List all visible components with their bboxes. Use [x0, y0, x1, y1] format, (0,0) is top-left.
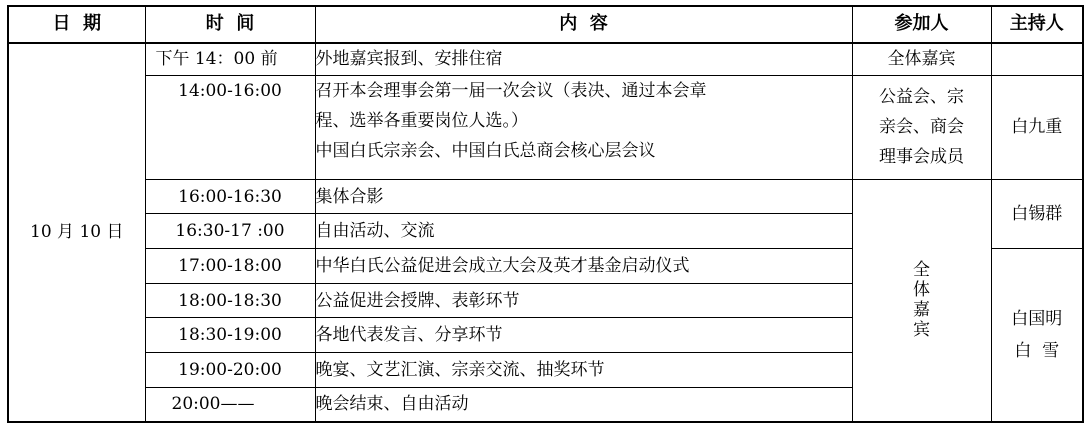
content-cell: 集体合影	[315, 179, 852, 214]
header-time: 时 间	[145, 6, 315, 43]
header-content: 内 容	[315, 6, 852, 43]
participants-cell: 全体嘉宾	[852, 43, 991, 76]
content-cell	[315, 75, 852, 179]
time-cell: 16:30-17 :00	[145, 214, 315, 249]
content-line: 召开本会理事会第一届一次会议（表决、通过本会章	[315, 80, 707, 101]
participants-cell	[852, 179, 991, 422]
participants-char: 体	[913, 280, 930, 301]
participants-vertical	[853, 260, 991, 340]
content-line: 中国白氏宗亲会、中国白氏总商会核心层会议	[315, 140, 656, 161]
header-row	[8, 6, 1083, 43]
participants-line: 理事会成员	[879, 147, 964, 168]
date-cell: 10 月 10 日	[8, 43, 145, 422]
time-cell: 14:00-16:00	[145, 75, 315, 179]
content-cell: 各地代表发言、分享环节	[315, 318, 852, 353]
table-row	[8, 179, 1083, 214]
host-cell: 白锡群	[991, 179, 1083, 248]
table-row	[8, 43, 1083, 76]
content-cell: 晚会结束、自由活动	[315, 387, 852, 422]
table-row	[8, 75, 1083, 179]
content-cell: 自由活动、交流	[315, 214, 852, 249]
content-line: 程、选举各重要岗位人选。）	[315, 110, 528, 131]
participants-char: 嘉	[913, 300, 930, 321]
time-cell: 17:00-18:00	[145, 249, 315, 284]
time-cell: 18:30-19:00	[145, 318, 315, 353]
header-date: 日 期	[8, 6, 145, 43]
time-cell: 18:00-18:30	[145, 283, 315, 318]
content-cell: 晚宴、文艺汇演、宗亲交流、抽奖环节	[315, 353, 852, 388]
header-participants: 参加人	[852, 6, 991, 43]
participants-line: 亲会、商会	[879, 117, 964, 138]
host-name: 白国明	[1011, 309, 1063, 330]
content-cell: 外地嘉宾报到、安排住宿	[315, 43, 852, 76]
host-cell	[991, 249, 1083, 422]
time-cell: 16:00-16:30	[145, 179, 315, 214]
time-cell: 下午 14：00 前	[145, 43, 315, 76]
schedule-table	[7, 5, 1084, 423]
content-cell: 公益促进会授牌、表彰环节	[315, 283, 852, 318]
host-cell: 白九重	[991, 75, 1083, 179]
participants-char: 全	[913, 260, 930, 281]
host-cell-empty	[991, 43, 1083, 76]
time-cell: 19:00-20:00	[145, 353, 315, 388]
participants-cell	[852, 75, 991, 179]
participants-char: 宾	[913, 320, 930, 341]
participants-line: 公益会、宗	[879, 87, 964, 108]
host-name: 白 雪	[1014, 341, 1060, 362]
host-names	[992, 303, 1083, 367]
time-cell: 20:00——	[145, 387, 315, 422]
header-host: 主持人	[991, 6, 1083, 43]
content-cell: 中华白氏公益促进会成立大会及英才基金启动仪式	[315, 249, 852, 284]
